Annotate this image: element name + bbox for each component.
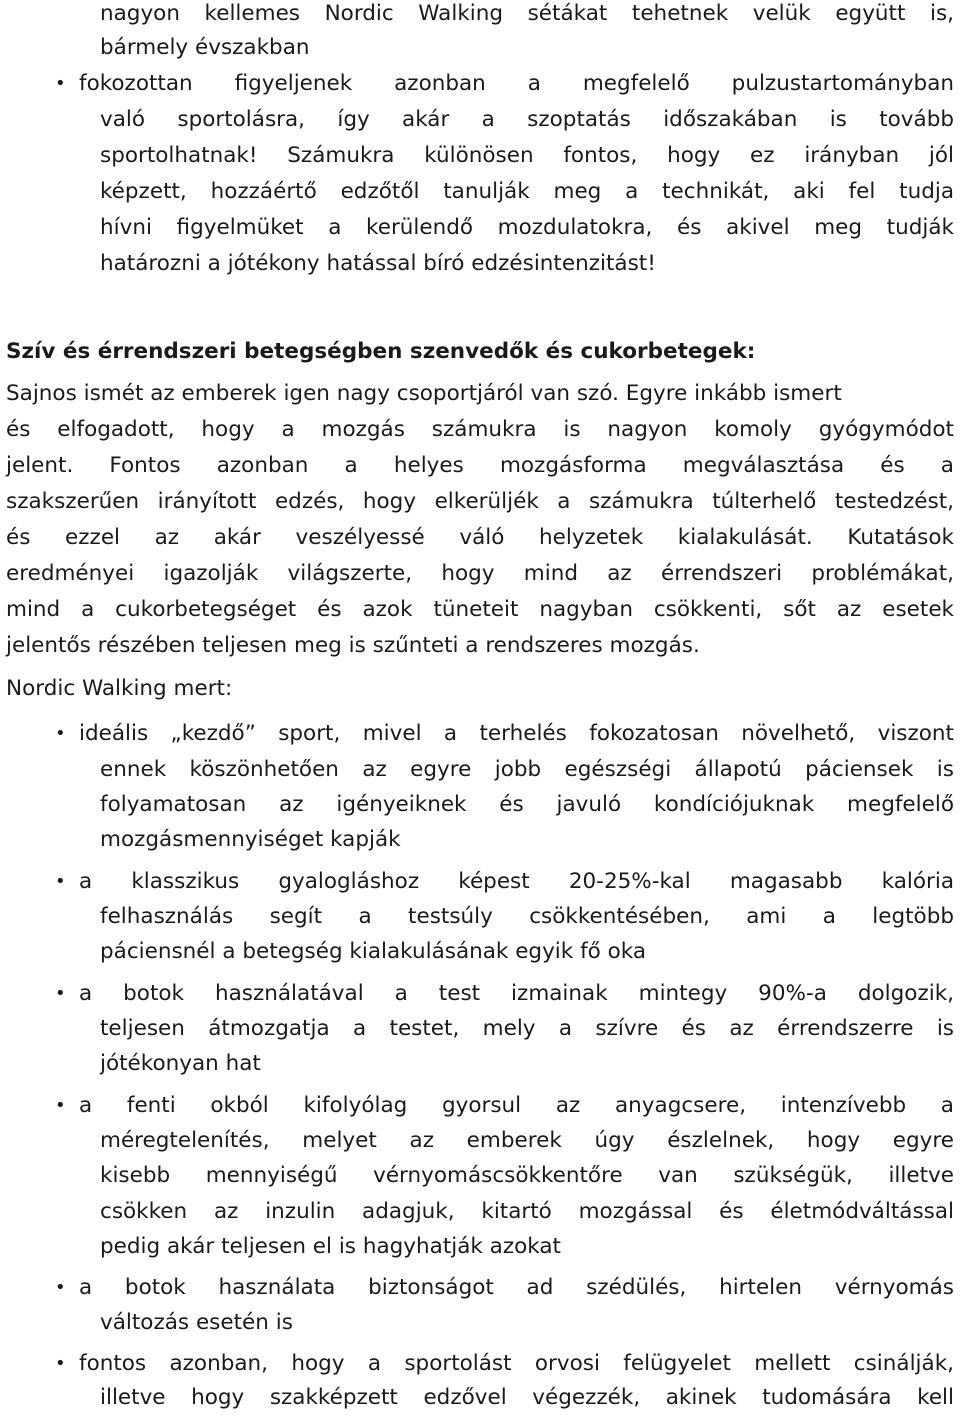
- bullet-line: változás esetén is: [100, 1310, 293, 1335]
- paragraph-line: szakszerűen irányított edzés, hogy elkerüljék a számukra túlterhelő testedzést,: [6, 489, 954, 514]
- bullet-line: hívni figyelmüket a kerülendő mozdulatokra, és akivel meg tudják: [100, 215, 954, 240]
- bullet-line: kisebb mennyiségű vérnyomáscsökkentőre van szükségük, illetve: [100, 1163, 954, 1188]
- section-heading: Szív és érrendszeri betegségben szenvedők és cukorbetegek:: [6, 339, 756, 364]
- bullet-line: a fenti okból kifolyólag gyorsul az anyagcsere, intenzívebb a: [79, 1093, 954, 1118]
- bullet-marker: •: [55, 871, 66, 892]
- paragraph-line: Sajnos ismét az emberek igen nagy csoportjáról van szó. Egyre inkább ismert: [6, 381, 842, 406]
- bullet-marker: •: [55, 983, 66, 1004]
- bullet-line: folyamatosan az igényeiknek és javuló kondíciójuknak megfelelő: [100, 792, 954, 817]
- bullet-marker: •: [55, 1277, 66, 1298]
- bullet-line: sportolhatnak! Számukra különösen fontos, hogy ez irányban jól: [100, 143, 954, 168]
- bullet-marker: •: [55, 73, 66, 94]
- bullet-line: páciensnél a betegség kialakulásának egyik fő oka: [100, 939, 647, 964]
- paragraph-line: eredményei igazolják világszerte, hogy mind az érrendszeri problémákat,: [6, 561, 954, 586]
- bullet-line: a botok használata biztonságot ad szédülés, hirtelen vérnyomás: [79, 1275, 954, 1300]
- bullet-line: a botok használatával a test izmainak mintegy 90%-a dolgozik,: [79, 981, 954, 1006]
- bullet-line: a klasszikus gyalogláshoz képest 20-25%-kal magasabb kalória: [79, 869, 954, 894]
- bullet-marker: •: [55, 1095, 66, 1116]
- bullet-line: fokozottan figyeljenek azonban a megfelelő pulzustartományban: [79, 71, 954, 96]
- paragraph-line: jelentős részében teljesen meg is szűnteti a rendszeres mozgás.: [6, 633, 700, 658]
- bullet-line: jótékonyan hat: [100, 1051, 261, 1076]
- list-intro: Nordic Walking mert:: [6, 676, 233, 701]
- bullet-line: méregtelenítés, melyet az emberek úgy észlelnek, hogy egyre: [100, 1128, 954, 1153]
- bullet-line: csökken az inzulin adagjuk, kitartó mozgással és életmódváltással: [100, 1199, 954, 1224]
- bullet-marker: •: [55, 723, 66, 744]
- bullet-line: felhasználás segít a testsúly csökkentésében, ami a legtöbb: [100, 904, 954, 929]
- paragraph-line: jelent. Fontos azonban a helyes mozgásforma megválasztása és a: [6, 453, 954, 478]
- intro-line: nagyon kellemes Nordic Walking sétákat tehetnek velük együtt is,: [100, 1, 954, 26]
- bullet-marker: •: [55, 1353, 66, 1374]
- bullet-line: határozni a jótékony hatással bíró edzésintenzitást!: [100, 251, 656, 276]
- bullet-line: képzett, hozzáértő edzőtől tanulják meg a technikát, aki fel tudja: [100, 179, 954, 204]
- bullet-line: illetve hogy szakképzett edzővel végezzék, akinek tudomására kell: [100, 1385, 954, 1410]
- bullet-line: ideális „kezdő” sport, mivel a terhelés fokozatosan növelhető, viszont: [79, 721, 954, 746]
- bullet-line: fontos azonban, hogy a sportolást orvosi felügyelet mellett csinálják,: [79, 1351, 954, 1376]
- paragraph-line: mind a cukorbetegséget és azok tüneteit nagyban csökkenti, sőt az esetek: [6, 597, 954, 622]
- bullet-line: mozgásmennyiséget kapják: [100, 827, 401, 852]
- bullet-line: való sportolásra, így akár a szoptatás időszakában is tovább: [100, 107, 954, 132]
- bullet-line: teljesen átmozgatja a testet, mely a szívre és az érrendszerre is: [100, 1016, 954, 1041]
- bullet-line: pedig akár teljesen el is hagyhatják azokat: [100, 1234, 561, 1259]
- paragraph-line: és elfogadott, hogy a mozgás számukra is nagyon komoly gyógymódot: [6, 417, 954, 442]
- bullet-line: ennek köszönhetően az egyre jobb egészségi állapotú páciensek is: [100, 757, 954, 782]
- paragraph-line: és ezzel az akár veszélyessé váló helyzetek kialakulását. Kutatások: [6, 525, 954, 550]
- intro-line: bármely évszakban: [100, 35, 310, 60]
